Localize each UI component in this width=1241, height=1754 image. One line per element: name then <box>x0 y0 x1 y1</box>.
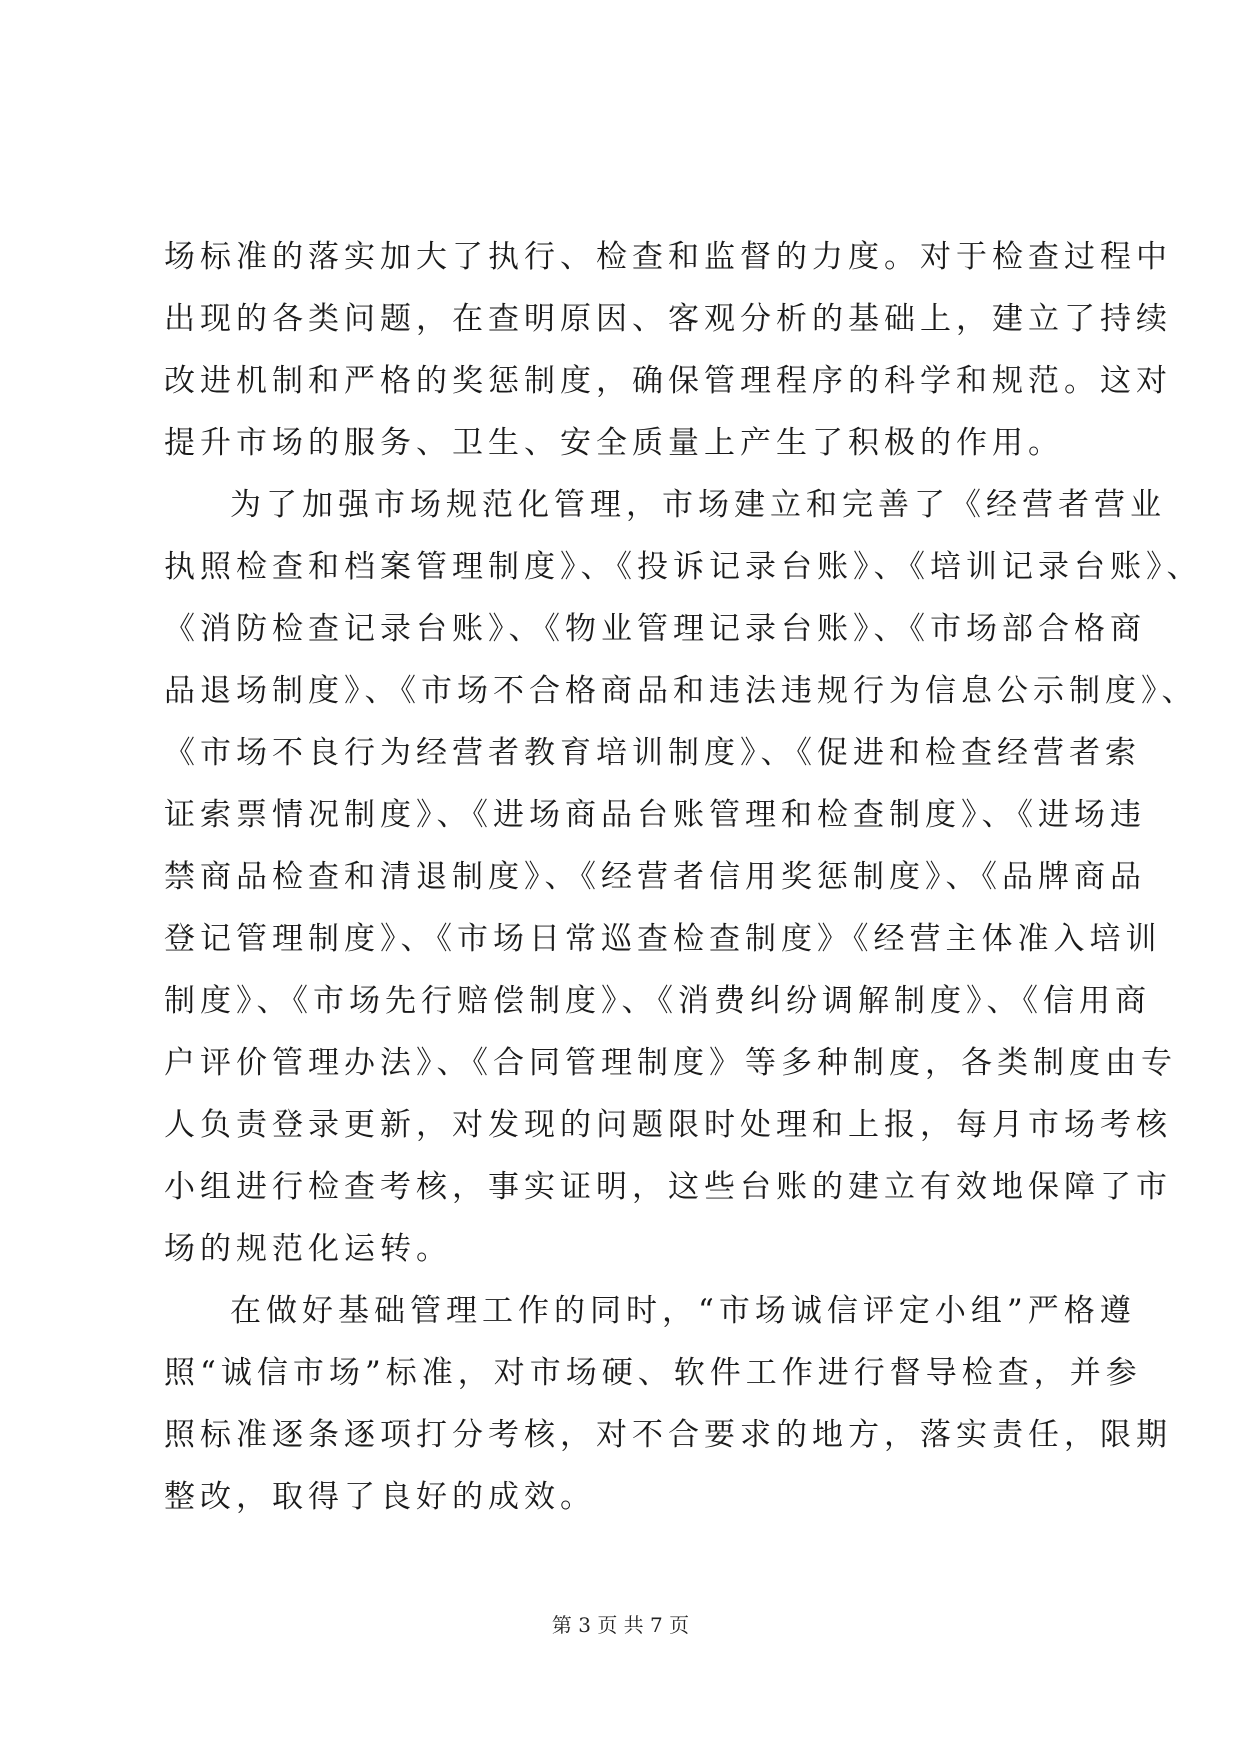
text-line: 禁商品检查和清退制度》、《经营者信用奖惩制度》、《品牌商品 <box>164 859 1146 895</box>
text-line: 《市场不良行为经营者教育培训制度》、《促进和检查经营者索 <box>164 735 1141 771</box>
text-line: 证索票情况制度》、《进场商品台账管理和检查制度》、《进场违 <box>164 797 1146 833</box>
body-text <box>164 226 1203 1528</box>
text-line: 小组进行检查考核，事实证明，这些台账的建立有效地保障了市 <box>164 1169 1172 1205</box>
text-line: 品退场制度》、《市场不合格商品和违法违规行为信息公示制度》、 <box>164 673 1198 709</box>
text-line: 人负责登录更新，对发现的问题限时处理和上报，每月市场考核 <box>164 1107 1172 1143</box>
text-line: 提升市场的服务、卫生、安全质量上产生了积极的作用。 <box>164 425 1064 461</box>
text-line: 场标准的落实加大了执行、检查和监督的力度。对于检查过程中 <box>164 239 1172 275</box>
text-line: 制度》、《市场先行赔偿制度》、《消费纠纷调解制度》、《信用商 <box>164 983 1151 1019</box>
text-line: 改进机制和严格的奖惩制度，确保管理程序的科学和规范。这对 <box>164 363 1172 399</box>
text-line: 《消防检查记录台账》、《物业管理记录台账》、《市场部合格商 <box>164 611 1146 647</box>
text-line: 登记管理制度》、《市场日常巡查检查制度》《经营主体准入培训 <box>164 921 1162 957</box>
page-footer: 第 3 页 共 7 页 <box>551 1613 690 1637</box>
text-line: 照“诚信市场”标准，对市场硬、软件工作进行督导检查，并参 <box>164 1355 1142 1391</box>
paragraph-first-line: 在做好基础管理工作的同时，“市场诚信评定小组”严格遵 <box>230 1293 1136 1329</box>
text-line: 出现的各类问题，在查明原因、客观分析的基础上，建立了持续 <box>164 301 1172 337</box>
text-line: 整改，取得了良好的成效。 <box>164 1479 596 1515</box>
text-line: 照标准逐条逐项打分考核，对不合要求的地方，落实责任，限期 <box>164 1417 1172 1453</box>
paragraph-first-line: 为了加强市场规范化管理，市场建立和完善了《经营者营业 <box>230 487 1166 523</box>
text-line: 场的规范化运转。 <box>164 1231 452 1267</box>
text-line: 执照检查和档案管理制度》、《投诉记录台账》、《培训记录台账》、 <box>164 549 1203 585</box>
text-line: 户评价管理办法》、《合同管理制度》等多种制度，各类制度由专 <box>164 1045 1177 1081</box>
